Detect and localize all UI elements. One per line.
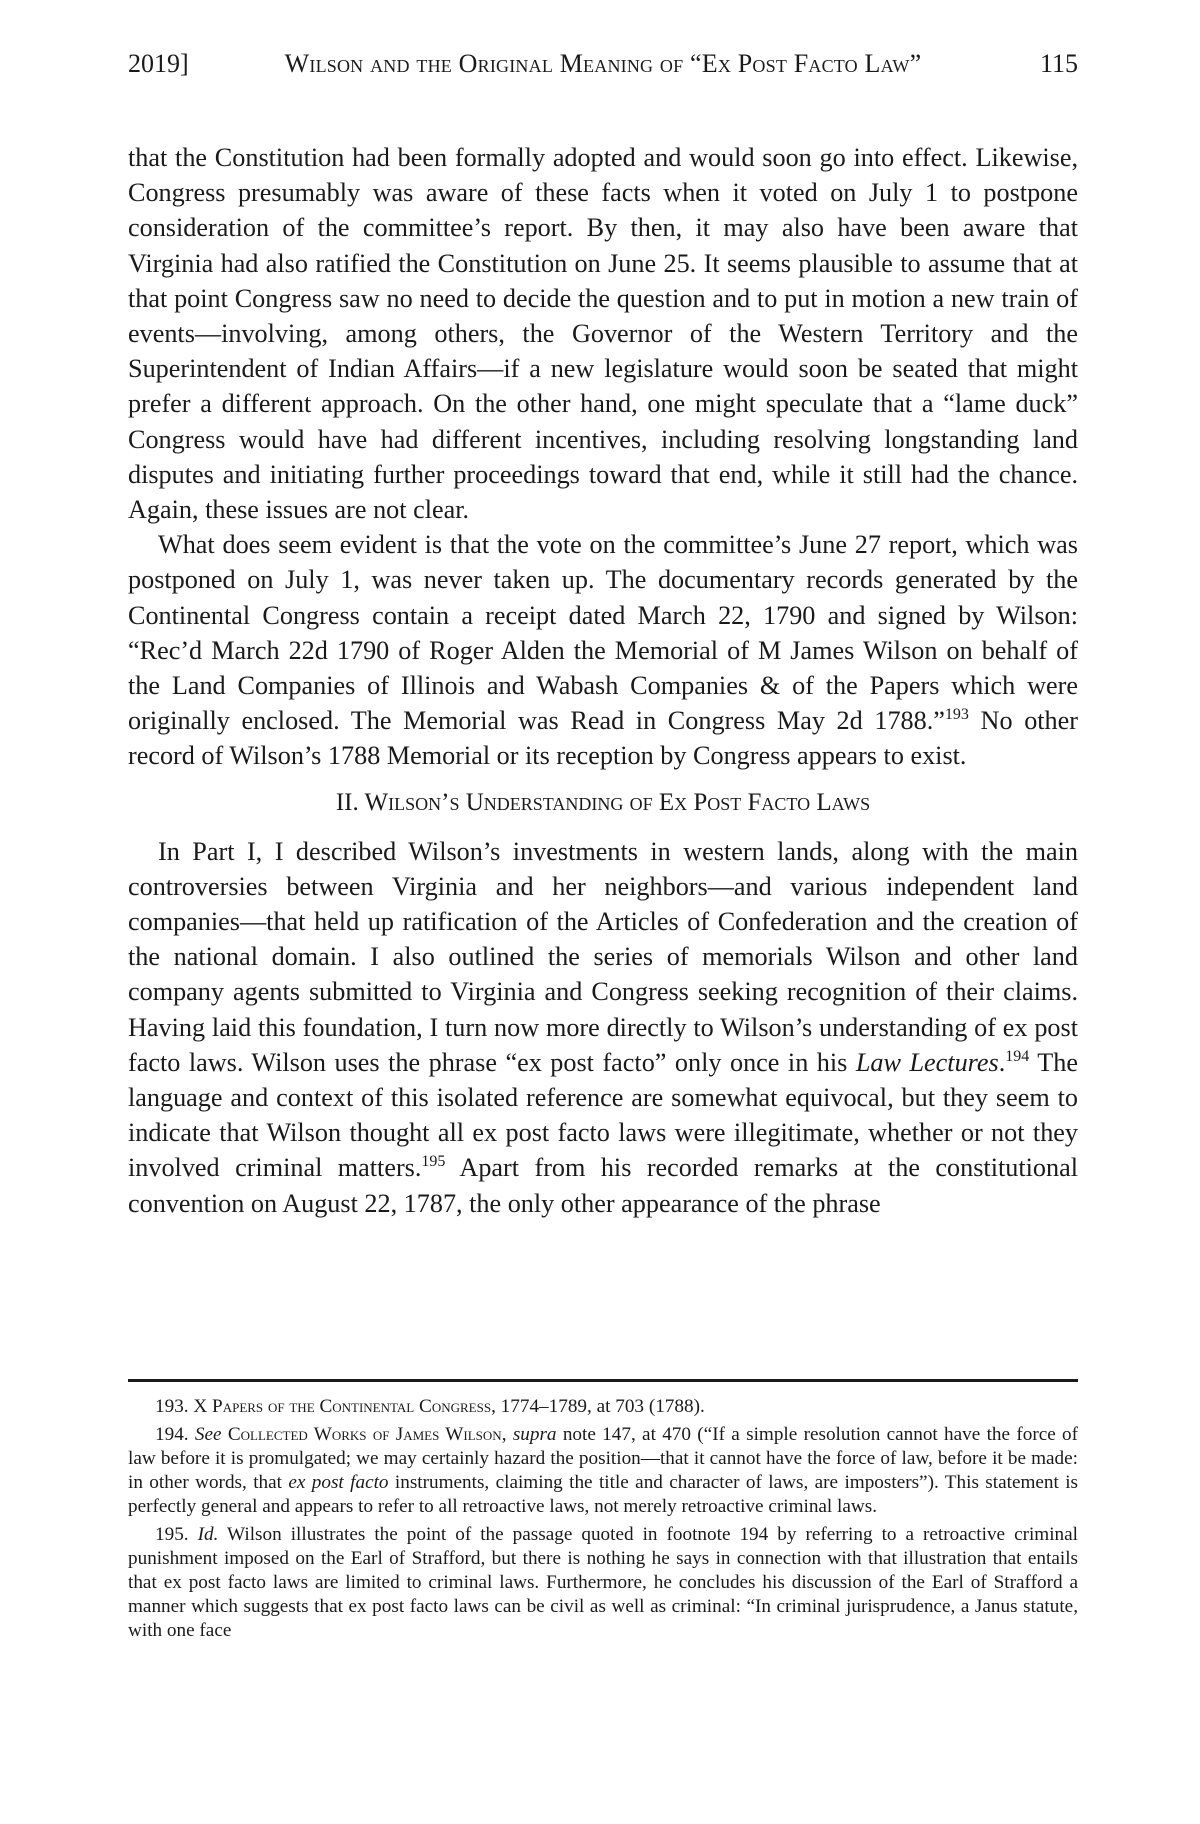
footnote-194: 194. See Collected Works of James Wilson, supra note 147, at 470 (“If a simple resolution cannot have the force of law before it is promulgated; we may certainly hazard the position—that it cannot have the force of law, before it be made: in other words, that ex post facto instruments, claiming the title and character of laws, are imposters”). This statement is perfectly general and appears to refer to all retroactive laws, not merely retroactive criminal laws. [128,1424,1079,1517]
footnote-194-signal: See [194,1424,222,1445]
footnote-ref-195[interactable]: 195 [421,1153,446,1171]
footnote-195-text: Wilson illustrates the point of the passage quoted in footnote 194 by referring to a retroactive criminal punishment imposed on the Earl of Strafford, but there is nothing he says in connection with that illustration that entails that ex post facto laws are limited to criminal laws. Furthermore, he concludes his discussion of the Earl of Strafford a manner which suggests that ex post facto laws can be civil as well as criminal: “In criminal jurisprudence, a Janus statute, with one face [128,1524,1078,1641]
footnote-195-number: 195. [155,1524,189,1545]
footnote-ref-194[interactable]: 194 [1005,1047,1030,1065]
footnote-195 [128,1523,1078,1643]
running-header [128,44,1078,84]
footnote-195-id: Id. [197,1524,219,1545]
footnote-194-text-a: note 147, at 470 (“If a simple resolution cannot have the force of law before it is promulgated; we may certainly hazard the position—that it cannot have the force of law, before it be made: in other words, that [128,1424,1079,1493]
paragraph-3 [128,834,1078,1221]
header-year: 2019] [128,49,189,78]
paragraph-3-text-d: Apart from his recorded remarks at the constitutional convention on August 22, 1787, the only other appearance of the phrase [128,1153,1078,1218]
footnote-193 [128,1395,1078,1419]
paragraph-3-text-c: The language and context of this isolated reference are somewhat equivocal, but they seem to indicate that Wilson thought all ex post facto laws were illegitimate, whether or not they involved criminal matters. [128,1047,1078,1183]
footnotes [128,1395,1078,1647]
paragraph-3-text-a: In Part I, I described Wilson’s investments in western lands, along with the main controversies between Virginia and her neighbors—and various independent land companies—that held up ratification of the Articles of Confederation and the creation of the national domain. I also outlined the series of memorials Wilson and other land company agents submitted to Virginia and Congress seeking recognition of their claims. Having laid this foundation, I turn now more directly to Wilson’s understanding of ex post facto laws. Wilson uses the phrase “ex post facto” only once in his [128,836,1078,1077]
paragraph-2-text-a: What does seem evident is that the vote on the committee’s June 27 report, which was postponed on July 1, was never taken up. The documentary records generated by the Continental Congress contain a receipt dated March 22, 1790 and signed by Wilson: “Rec’d March 22d 1790 of Roger Alden the Memorial of M James Wilson on behalf of the Land Companies of Illinois and Wabash Companies & of the Papers which were originally enclosed. The Memorial was Read in Congress May 2d 1788.” [128,530,1078,736]
header-title: Wilson and the Original Meaning of “Ex Post Facto Law” [284,49,922,78]
footnote-193-number: 193. [155,1396,189,1417]
footnote-194-italic: ex post facto [288,1472,389,1493]
law-lectures-title: Law Lectures [855,1047,999,1077]
footnote-ref-193[interactable]: 193 [944,706,969,724]
footnote-193-text: , 1774–1789, at 703 (1788). [491,1396,705,1417]
footnote-194-number: 194. [155,1424,189,1445]
paragraph-1: that the Constitution had been formally adopted and would soon go into effect. Likewise, Congress presumably was aware of these facts when it voted on July 1 to postpone consideration of the committee’s report. By then, it may also have been aware that Virginia had also ratified the Constitution on June 25. It seems plausible to assume that at that point Congress saw no need to decide the question and to put in motion a new train of events—involving, among others, the Governor of the Western Territory and the Superintendent of Indian Affairs—if a new legislature would soon be seated that might prefer a different approach. On the other hand, one might speculate that a “lame duck” Congress would have had different incentives, including resolving longstanding land disputes and initiating further proceedings toward that end, while it still had the chance. Again, these issues are not clear. [128,143,1078,525]
section-heading: II. Wilson’s Understanding of Ex Post Facto Laws [335,788,871,816]
footnote-193-source: X Papers of the Continental Congress [193,1396,492,1417]
footnote-divider [128,1379,1078,1382]
footnote-194-supra: supra [512,1424,557,1445]
page-number: 115 [1039,49,1078,78]
main-text [128,140,1078,1221]
footnote-194-text-b: instruments, claiming the title and character of laws, are imposters”). This statement is perfectly general and appears to refer to all retroactive laws, not merely retroactive criminal laws. [128,1472,1078,1517]
footnote-194-source: Collected Works of James Wilson [227,1424,502,1445]
paragraph-2-text-b: No other record of Wilson’s 1788 Memorial or its reception by Congress appears to exist. [128,706,1078,771]
paragraph-2 [128,527,1078,773]
paragraph-3-period: . [998,1047,1006,1077]
